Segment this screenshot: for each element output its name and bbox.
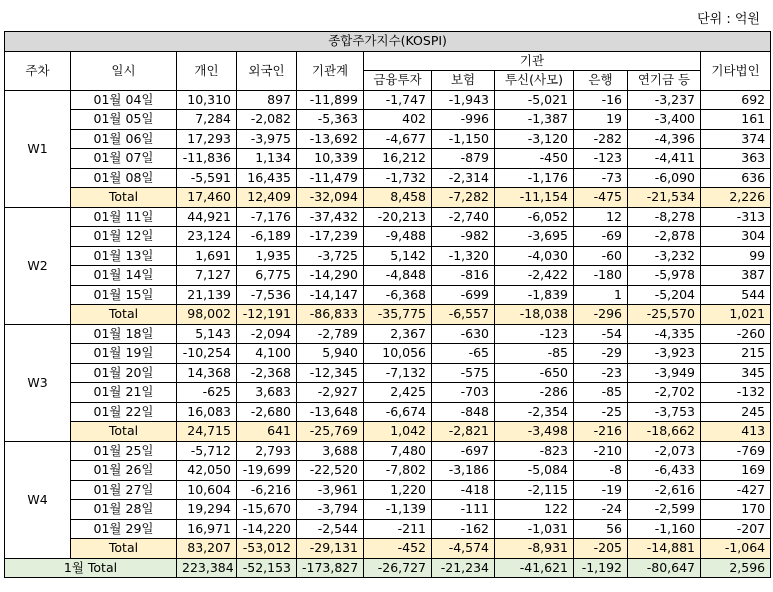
header-foreign: 외국인	[237, 51, 297, 90]
value-cell: -2,702	[628, 383, 701, 403]
value-cell: -1,747	[364, 90, 432, 110]
value-cell: 7,127	[177, 266, 237, 286]
total-value-cell: -452	[364, 539, 432, 559]
value-cell: -260	[701, 324, 771, 344]
value-cell: -1,031	[495, 519, 574, 539]
date-cell: 01월 15일	[71, 285, 177, 305]
value-cell: 16,971	[177, 519, 237, 539]
value-cell: 897	[237, 90, 297, 110]
value-cell: -630	[432, 324, 495, 344]
total-value-cell: -18,038	[495, 305, 574, 325]
kospi-table	[4, 31, 771, 578]
date-cell: 01월 19일	[71, 344, 177, 364]
value-cell: 1,935	[237, 246, 297, 266]
value-cell: -2,544	[297, 519, 364, 539]
value-cell: 387	[701, 266, 771, 286]
total-label: Total	[71, 188, 177, 208]
total-value-cell: -25,769	[297, 422, 364, 442]
value-cell: -5,978	[628, 266, 701, 286]
table-row	[5, 266, 771, 286]
table-row	[5, 149, 771, 169]
value-cell: -180	[574, 266, 628, 286]
value-cell: -5,363	[297, 110, 364, 130]
grand-total-value-cell: -52,153	[237, 558, 297, 578]
header-individual: 개인	[177, 51, 237, 90]
value-cell: -132	[701, 383, 771, 403]
header-date: 일시	[71, 51, 177, 90]
total-value-cell: 2,226	[701, 188, 771, 208]
value-cell: -11,479	[297, 168, 364, 188]
total-value-cell: -18,662	[628, 422, 701, 442]
value-cell: -111	[432, 500, 495, 520]
total-value-cell: -25,570	[628, 305, 701, 325]
date-cell: 01월 22일	[71, 402, 177, 422]
value-cell: -6,674	[364, 402, 432, 422]
value-cell: -848	[432, 402, 495, 422]
header-financial-investment: 금융투자	[364, 71, 432, 91]
value-cell: 16,212	[364, 149, 432, 169]
week-label: W1	[5, 90, 71, 207]
value-cell: -25	[574, 402, 628, 422]
value-cell: 99	[701, 246, 771, 266]
value-cell: -73	[574, 168, 628, 188]
value-cell: -17,239	[297, 227, 364, 247]
date-cell: 01월 18일	[71, 324, 177, 344]
total-value-cell: -2,821	[432, 422, 495, 442]
date-cell: 01월 04일	[71, 90, 177, 110]
value-cell: -5,591	[177, 168, 237, 188]
value-cell: 2,793	[237, 441, 297, 461]
value-cell: -6,433	[628, 461, 701, 481]
total-value-cell: 12,409	[237, 188, 297, 208]
value-cell: 692	[701, 90, 771, 110]
value-cell: 56	[574, 519, 628, 539]
value-cell: -9,488	[364, 227, 432, 247]
total-value-cell: 641	[237, 422, 297, 442]
value-cell: 169	[701, 461, 771, 481]
table-row	[5, 500, 771, 520]
value-cell: -2,073	[628, 441, 701, 461]
table-row	[5, 227, 771, 247]
value-cell: -625	[177, 383, 237, 403]
grand-total-value-cell: -41,621	[495, 558, 574, 578]
value-cell: -3,120	[495, 129, 574, 149]
date-cell: 01월 11일	[71, 207, 177, 227]
total-label: Total	[71, 305, 177, 325]
value-cell: -2,115	[495, 480, 574, 500]
total-value-cell: -8,931	[495, 539, 574, 559]
value-cell: -427	[701, 480, 771, 500]
value-cell: -2,599	[628, 500, 701, 520]
date-cell: 01월 28일	[71, 500, 177, 520]
value-cell: -5,084	[495, 461, 574, 481]
total-value-cell: -35,775	[364, 305, 432, 325]
value-cell: 544	[701, 285, 771, 305]
date-cell: 01월 29일	[71, 519, 177, 539]
grand-total-value-cell: -173,827	[297, 558, 364, 578]
value-cell: 170	[701, 500, 771, 520]
table-row	[5, 363, 771, 383]
total-value-cell: -1,064	[701, 539, 771, 559]
value-cell: -22,520	[297, 461, 364, 481]
total-value-cell: 17,460	[177, 188, 237, 208]
value-cell: -3,695	[495, 227, 574, 247]
value-cell: -1,160	[628, 519, 701, 539]
total-value-cell: 98,002	[177, 305, 237, 325]
value-cell: 14,368	[177, 363, 237, 383]
week-total-row	[5, 188, 771, 208]
value-cell: -282	[574, 129, 628, 149]
value-cell: -7,176	[237, 207, 297, 227]
date-cell: 01월 13일	[71, 246, 177, 266]
value-cell: -982	[432, 227, 495, 247]
header-institution-total: 기관계	[297, 51, 364, 90]
grand-total-row	[5, 558, 771, 578]
total-label: Total	[71, 539, 177, 559]
value-cell: -123	[574, 149, 628, 169]
value-cell: -2,314	[432, 168, 495, 188]
header-other-corp: 기타법인	[701, 51, 771, 90]
total-value-cell: -14,881	[628, 539, 701, 559]
table-row	[5, 402, 771, 422]
value-cell: 10,310	[177, 90, 237, 110]
value-cell: -2,082	[237, 110, 297, 130]
value-cell: -123	[495, 324, 574, 344]
week-total-row	[5, 539, 771, 559]
value-cell: -12,345	[297, 363, 364, 383]
total-value-cell: 1,042	[364, 422, 432, 442]
total-value-cell: -475	[574, 188, 628, 208]
table-row	[5, 285, 771, 305]
value-cell: -1,943	[432, 90, 495, 110]
value-cell: -1,387	[495, 110, 574, 130]
value-cell: -54	[574, 324, 628, 344]
table-row	[5, 90, 771, 110]
total-value-cell: -11,154	[495, 188, 574, 208]
value-cell: 10,056	[364, 344, 432, 364]
value-cell: -286	[495, 383, 574, 403]
value-cell: -823	[495, 441, 574, 461]
total-value-cell: -7,282	[432, 188, 495, 208]
value-cell: -816	[432, 266, 495, 286]
value-cell: -699	[432, 285, 495, 305]
grand-total-label: 1월 Total	[5, 558, 177, 578]
value-cell: -3,753	[628, 402, 701, 422]
date-cell: 01월 14일	[71, 266, 177, 286]
value-cell: 17,293	[177, 129, 237, 149]
value-cell: 636	[701, 168, 771, 188]
week-label: W4	[5, 441, 71, 558]
value-cell: -24	[574, 500, 628, 520]
value-cell: -3,961	[297, 480, 364, 500]
table-row	[5, 324, 771, 344]
value-cell: 304	[701, 227, 771, 247]
total-value-cell: 24,715	[177, 422, 237, 442]
value-cell: -65	[432, 344, 495, 364]
value-cell: -14,147	[297, 285, 364, 305]
value-cell: -69	[574, 227, 628, 247]
table-row	[5, 207, 771, 227]
total-value-cell: -32,094	[297, 188, 364, 208]
value-cell: -19,699	[237, 461, 297, 481]
value-cell: 1,220	[364, 480, 432, 500]
date-cell: 01월 06일	[71, 129, 177, 149]
value-cell: -6,090	[628, 168, 701, 188]
total-value-cell: -4,574	[432, 539, 495, 559]
value-cell: 2,367	[364, 324, 432, 344]
value-cell: -5,021	[495, 90, 574, 110]
value-cell: 6,775	[237, 266, 297, 286]
date-cell: 01월 26일	[71, 461, 177, 481]
value-cell: 1	[574, 285, 628, 305]
value-cell: 3,683	[237, 383, 297, 403]
value-cell: -19	[574, 480, 628, 500]
value-cell: 374	[701, 129, 771, 149]
value-cell: -210	[574, 441, 628, 461]
table-row	[5, 383, 771, 403]
value-cell: 2,425	[364, 383, 432, 403]
value-cell: -313	[701, 207, 771, 227]
value-cell: -3,949	[628, 363, 701, 383]
header-bank: 은행	[574, 71, 628, 91]
table-row	[5, 110, 771, 130]
value-cell: -20,213	[364, 207, 432, 227]
total-value-cell: -29,131	[297, 539, 364, 559]
value-cell: -3,400	[628, 110, 701, 130]
header-insurance: 보험	[432, 71, 495, 91]
value-cell: 4,100	[237, 344, 297, 364]
value-cell: -5,204	[628, 285, 701, 305]
value-cell: -2,422	[495, 266, 574, 286]
value-cell: -162	[432, 519, 495, 539]
value-cell: 161	[701, 110, 771, 130]
value-cell: -8	[574, 461, 628, 481]
value-cell: -996	[432, 110, 495, 130]
value-cell: -13,692	[297, 129, 364, 149]
value-cell: 1,134	[237, 149, 297, 169]
grand-total-value-cell: -80,647	[628, 558, 701, 578]
value-cell: -13,648	[297, 402, 364, 422]
total-label: Total	[71, 422, 177, 442]
date-cell: 01월 27일	[71, 480, 177, 500]
value-cell: -4,335	[628, 324, 701, 344]
value-cell: -3,975	[237, 129, 297, 149]
table-row	[5, 168, 771, 188]
value-cell: -37,432	[297, 207, 364, 227]
value-cell: -703	[432, 383, 495, 403]
total-value-cell: -12,191	[237, 305, 297, 325]
value-cell: 42,050	[177, 461, 237, 481]
value-cell: -2,878	[628, 227, 701, 247]
value-cell: -16	[574, 90, 628, 110]
value-cell: -697	[432, 441, 495, 461]
total-value-cell: 83,207	[177, 539, 237, 559]
value-cell: -60	[574, 246, 628, 266]
value-cell: 10,604	[177, 480, 237, 500]
value-cell: -2,680	[237, 402, 297, 422]
value-cell: -1,732	[364, 168, 432, 188]
value-cell: 16,083	[177, 402, 237, 422]
grand-total-value-cell: 2,596	[701, 558, 771, 578]
value-cell: -1,176	[495, 168, 574, 188]
total-value-cell: -21,534	[628, 188, 701, 208]
header-pension: 연기금 등	[628, 71, 701, 91]
value-cell: 21,139	[177, 285, 237, 305]
header-trust: 투신(사모)	[495, 71, 574, 91]
value-cell: -23	[574, 363, 628, 383]
total-value-cell: -6,557	[432, 305, 495, 325]
header-institution: 기관	[364, 51, 701, 71]
value-cell: -3,794	[297, 500, 364, 520]
value-cell: 5,143	[177, 324, 237, 344]
total-value-cell: 1,021	[701, 305, 771, 325]
table-row	[5, 461, 771, 481]
value-cell: -879	[432, 149, 495, 169]
value-cell: 16,435	[237, 168, 297, 188]
value-cell: 245	[701, 402, 771, 422]
value-cell: -14,220	[237, 519, 297, 539]
total-value-cell: -296	[574, 305, 628, 325]
date-cell: 01월 08일	[71, 168, 177, 188]
value-cell: 23,124	[177, 227, 237, 247]
value-cell: -2,616	[628, 480, 701, 500]
table-row	[5, 246, 771, 266]
value-cell: -6,368	[364, 285, 432, 305]
value-cell: -85	[574, 383, 628, 403]
date-cell: 01월 21일	[71, 383, 177, 403]
value-cell: -2,094	[237, 324, 297, 344]
value-cell: -4,677	[364, 129, 432, 149]
value-cell: -207	[701, 519, 771, 539]
table-row	[5, 519, 771, 539]
table-row	[5, 344, 771, 364]
value-cell: -4,848	[364, 266, 432, 286]
total-value-cell: 8,458	[364, 188, 432, 208]
value-cell: -3,923	[628, 344, 701, 364]
value-cell: -6,052	[495, 207, 574, 227]
value-cell: 363	[701, 149, 771, 169]
value-cell: -1,320	[432, 246, 495, 266]
table-row	[5, 480, 771, 500]
value-cell: -575	[432, 363, 495, 383]
value-cell: 10,339	[297, 149, 364, 169]
date-cell: 01월 25일	[71, 441, 177, 461]
date-cell: 01월 12일	[71, 227, 177, 247]
total-value-cell: -205	[574, 539, 628, 559]
value-cell: -5,712	[177, 441, 237, 461]
value-cell: -3,186	[432, 461, 495, 481]
table-row	[5, 129, 771, 149]
grand-total-value-cell: 223,384	[177, 558, 237, 578]
date-cell: 01월 07일	[71, 149, 177, 169]
table-row	[5, 441, 771, 461]
value-cell: 12	[574, 207, 628, 227]
value-cell: -2,789	[297, 324, 364, 344]
total-value-cell: 413	[701, 422, 771, 442]
value-cell: -7,802	[364, 461, 432, 481]
value-cell: -29	[574, 344, 628, 364]
value-cell: -2,354	[495, 402, 574, 422]
value-cell: 19,294	[177, 500, 237, 520]
value-cell: -8,278	[628, 207, 701, 227]
total-value-cell: -86,833	[297, 305, 364, 325]
value-cell: -769	[701, 441, 771, 461]
grand-total-value-cell: -26,727	[364, 558, 432, 578]
value-cell: -14,290	[297, 266, 364, 286]
week-label: W2	[5, 207, 71, 324]
value-cell: -85	[495, 344, 574, 364]
value-cell: 402	[364, 110, 432, 130]
value-cell: -2,740	[432, 207, 495, 227]
total-value-cell: -3,498	[495, 422, 574, 442]
total-value-cell: -216	[574, 422, 628, 442]
value-cell: -6,189	[237, 227, 297, 247]
value-cell: -11,836	[177, 149, 237, 169]
value-cell: 7,284	[177, 110, 237, 130]
value-cell: -7,132	[364, 363, 432, 383]
table-body	[5, 90, 771, 578]
value-cell: -4,396	[628, 129, 701, 149]
value-cell: 7,480	[364, 441, 432, 461]
value-cell: 1,691	[177, 246, 237, 266]
table-title: 종합주가지수(KOSPI)	[5, 32, 771, 52]
value-cell: -3,237	[628, 90, 701, 110]
value-cell: -15,670	[237, 500, 297, 520]
value-cell: 5,940	[297, 344, 364, 364]
value-cell: -1,150	[432, 129, 495, 149]
value-cell: -3,232	[628, 246, 701, 266]
value-cell: -2,927	[297, 383, 364, 403]
grand-total-value-cell: -21,234	[432, 558, 495, 578]
unit-label: 단위 : 억원	[697, 12, 760, 27]
value-cell: -4,030	[495, 246, 574, 266]
value-cell: -450	[495, 149, 574, 169]
value-cell: -4,411	[628, 149, 701, 169]
value-cell: -2,368	[237, 363, 297, 383]
value-cell: 19	[574, 110, 628, 130]
date-cell: 01월 20일	[71, 363, 177, 383]
value-cell: -1,839	[495, 285, 574, 305]
value-cell: 5,142	[364, 246, 432, 266]
value-cell: -7,536	[237, 285, 297, 305]
week-total-row	[5, 422, 771, 442]
value-cell: -650	[495, 363, 574, 383]
value-cell: 44,921	[177, 207, 237, 227]
header-week: 주차	[5, 51, 71, 90]
date-cell: 01월 05일	[71, 110, 177, 130]
value-cell: -11,899	[297, 90, 364, 110]
value-cell: -1,139	[364, 500, 432, 520]
value-cell: 345	[701, 363, 771, 383]
value-cell: -6,216	[237, 480, 297, 500]
value-cell: 122	[495, 500, 574, 520]
value-cell: -211	[364, 519, 432, 539]
value-cell: -3,725	[297, 246, 364, 266]
value-cell: 215	[701, 344, 771, 364]
value-cell: -10,254	[177, 344, 237, 364]
grand-total-value-cell: -1,192	[574, 558, 628, 578]
total-value-cell: -53,012	[237, 539, 297, 559]
week-total-row	[5, 305, 771, 325]
value-cell: -418	[432, 480, 495, 500]
value-cell: 3,688	[297, 441, 364, 461]
week-label: W3	[5, 324, 71, 441]
